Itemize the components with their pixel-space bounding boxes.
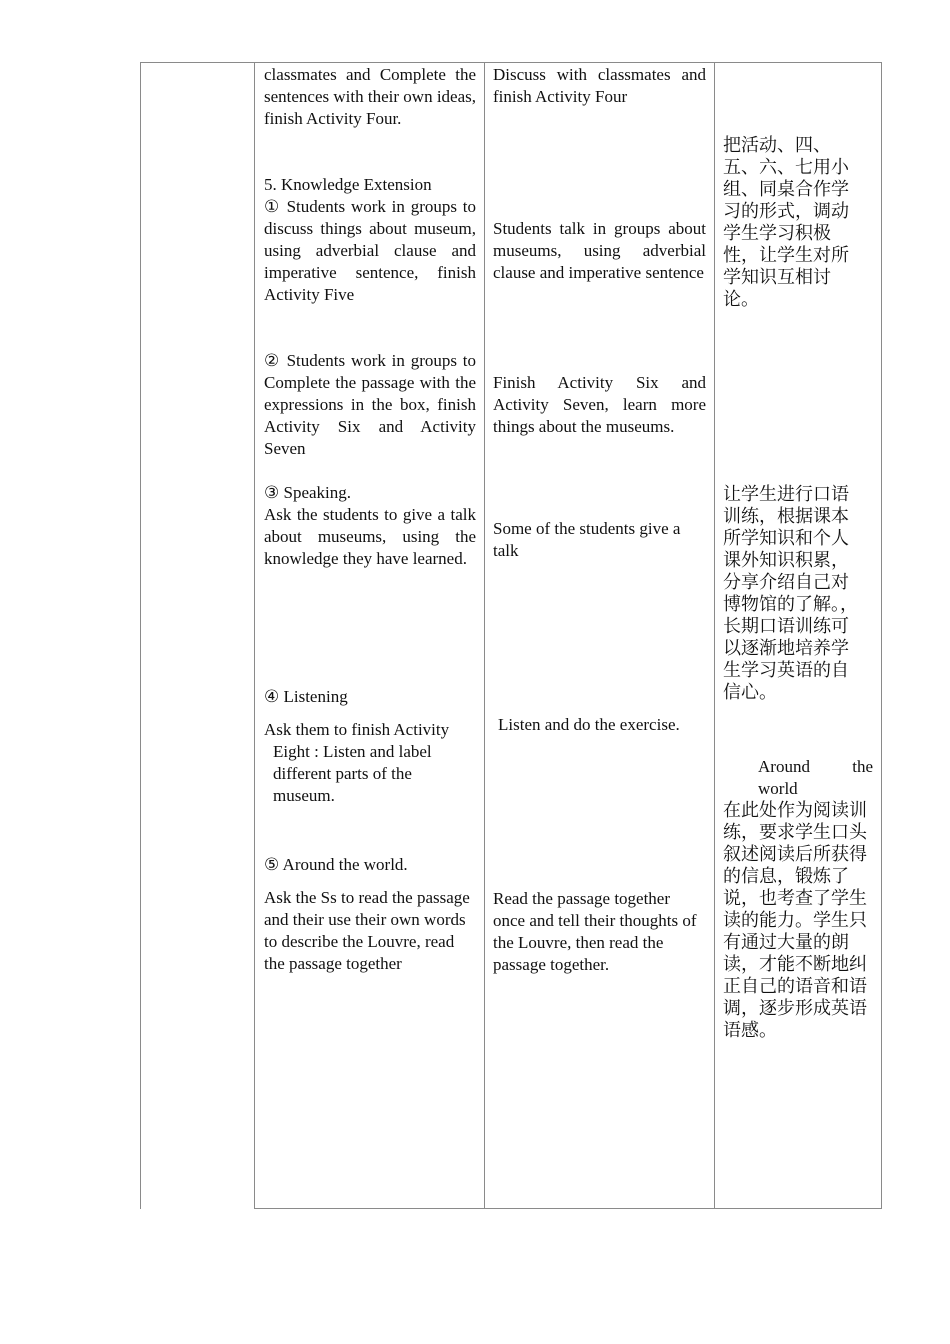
table-top-border: [140, 62, 882, 63]
student-activity-3: Finish Activity Six and Activity Seven, learn more things about the museums.: [493, 373, 706, 436]
speaking-heading: ③ Speaking.: [264, 483, 352, 502]
design-intent-1: 把活动、四、五、六、七用小组、同桌合作学习的形式，调动学生学习积极性，让学生对所学知识互相讨论。: [723, 135, 849, 310]
listening-line-1: Ask them to finish Activity: [264, 720, 450, 739]
design-intent-3-prefix: Around the world: [758, 757, 873, 798]
extension-step-1: ① Students work in groups to discuss things about museum, using adverbial clause and imperative sentence, finish Activity Five: [264, 197, 476, 304]
col-border-3: [714, 62, 715, 1209]
design-intent-3: [723, 756, 873, 1042]
col-border-0: [140, 62, 141, 1209]
around-world-heading: ⑤ Around the world.: [264, 855, 408, 874]
student-activity-5: Listen and do the exercise.: [498, 715, 680, 734]
student-activity-2: Students talk in groups about museums, using adverbial clause and imperative sentence: [493, 219, 706, 282]
table-bottom-border: [254, 1208, 882, 1209]
col-border-2: [484, 62, 485, 1209]
student-activity-1: Discuss with classmates and finish Activity Four: [493, 65, 706, 106]
extension-step-2: ② Students work in groups to Complete the passage with the expressions in the box, finish Activity Six and Activity Seven: [264, 351, 476, 458]
design-intent-2: 让学生进行口语训练，根据课本所学知识和个人课外知识积累，分享介绍自己对博物馆的了解。，长期口语训练可以逐渐地培养学生学习英语的自信心。: [723, 484, 858, 703]
student-activity-4: Some of the students give a talk: [493, 519, 681, 560]
col-border-1: [254, 62, 255, 1209]
design-intent-3-text: 在此处作为阅读训练，要求学生口头叙述阅读后所获得的信息，锻炼了说，也考查了学生读的能力。学生只有通过大量的朗读，才能不断地纠正自己的语音和语调，逐步形成英语语感。: [723, 800, 867, 1041]
student-activity-6: Read the passage together once and tell their thoughts of the Louvre, then read the passage together.: [493, 889, 697, 974]
activity-intro: classmates and Complete the sentences with their own ideas, finish Activity Four.: [264, 65, 476, 128]
listening-heading: ④ Listening: [264, 687, 348, 706]
col-border-4: [881, 62, 882, 1209]
knowledge-extension-heading: 5. Knowledge Extension: [264, 175, 432, 194]
listening-line-2: Eight : Listen and label different parts of the museum.: [273, 742, 432, 805]
speaking-text: Ask the students to give a talk about museums, using the knowledge they have learned.: [264, 505, 476, 568]
around-world-text: Ask the Ss to read the passage and their use their own words to describe the Louvre, read the passage together: [264, 888, 470, 973]
